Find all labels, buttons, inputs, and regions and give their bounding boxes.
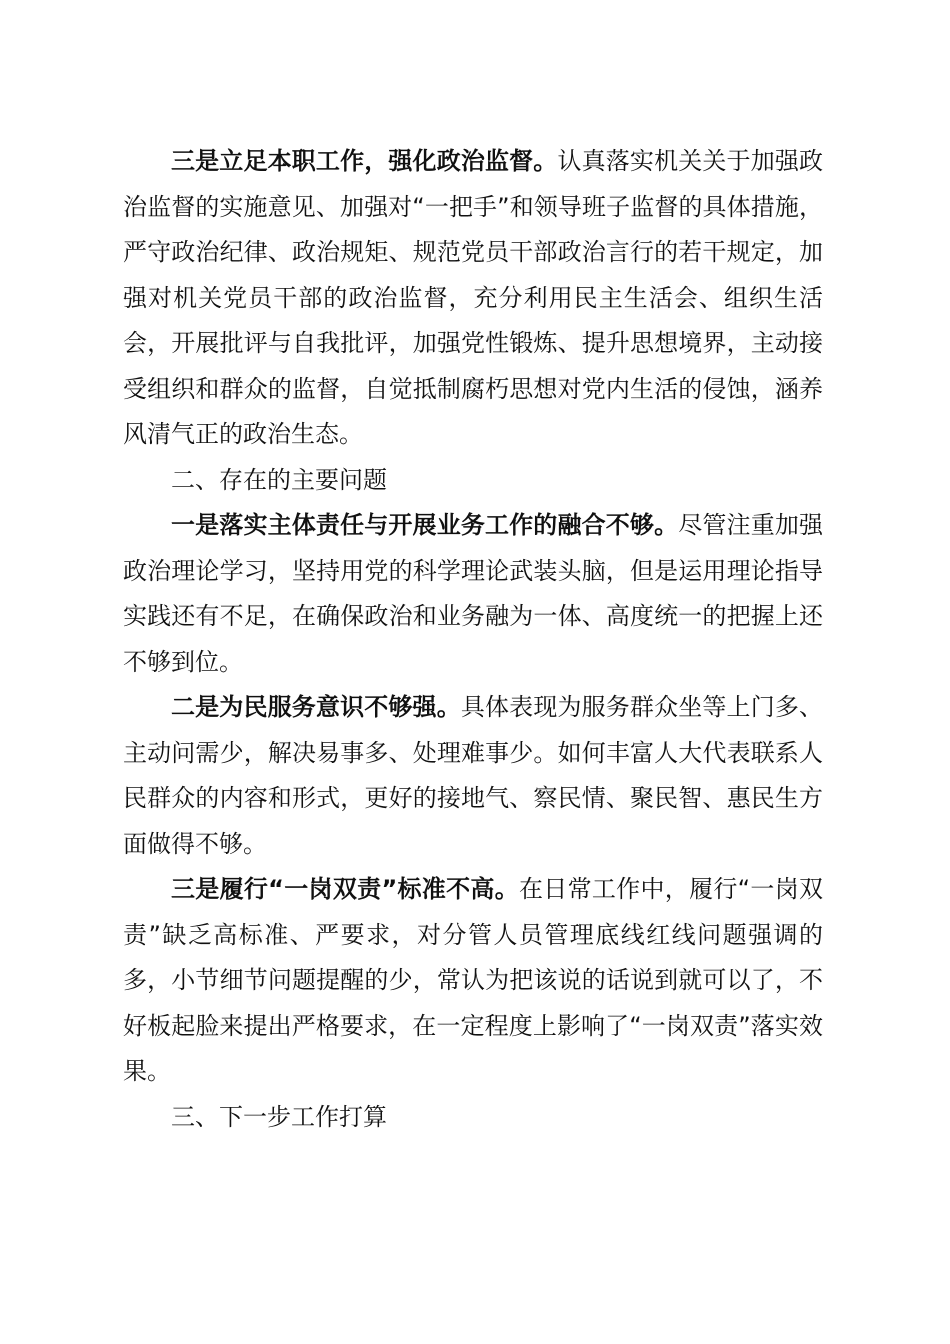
- paragraph-problem-integration: [123, 503, 823, 685]
- paragraph-lead: 一是落实主体责任与开展业务工作的融合不够。: [171, 511, 679, 539]
- paragraph-political-supervision: [123, 139, 823, 458]
- paragraph-lead: 二是为民服务意识不够强。: [171, 693, 461, 721]
- section-heading-main-problems: 二、存在的主要问题: [171, 465, 387, 494]
- paragraph-text: 认真落实机关关于加强政治监督的实施意见、加强对“一把手”和领导班子监督的具体措施，严守政治纪律、政治规矩、规范党员干部政治言行的若干规定，加强对机关党员干部的政治监督，充分利用民主生活会、组织生活会，开展批评与自我批评，加强党性锻炼、提升思想境界，主动接受组织和群众的监督，自觉抵制腐朽思想对党内生活的侵蚀，涵养风清气正的政治生态。: [123, 147, 824, 448]
- paragraph-problem-dual-responsibility: [123, 867, 823, 1095]
- section-heading-next-steps: 三、下一步工作打算: [171, 1102, 387, 1131]
- paragraph-problem-service-awareness: [123, 685, 823, 867]
- paragraph-lead: 三是履行“一岗双责”标准不高。: [171, 875, 519, 903]
- paragraph-text: 尽管注重加强政治理论学习，坚持用党的科学理论武装头脑，但是运用理论指导实践还有不足，在确保政治和业务融为一体、高度统一的把握上还不够到位。: [123, 511, 824, 676]
- paragraph-text: 具体表现为服务群众坐等上门多、主动问需少，解决易事多、处理难事少。如何丰富人大代表联系人民群众的内容和形式，更好的接地气、察民情、聚民智、惠民生方面做得不够。: [123, 693, 824, 858]
- paragraph-text: 在日常工作中，履行“一岗双责”缺乏高标准、严要求，对分管人员管理底线红线问题强调的多，小节细节问题提醒的少，常认为把该说的话说到就可以了，不好板起脸来提出严格要求，在一定程度上影响了“一岗双责”落实效果。: [123, 875, 823, 1085]
- paragraph-lead: 三是立足本职工作，强化政治监督。: [171, 147, 558, 175]
- document-body: [123, 139, 823, 1140]
